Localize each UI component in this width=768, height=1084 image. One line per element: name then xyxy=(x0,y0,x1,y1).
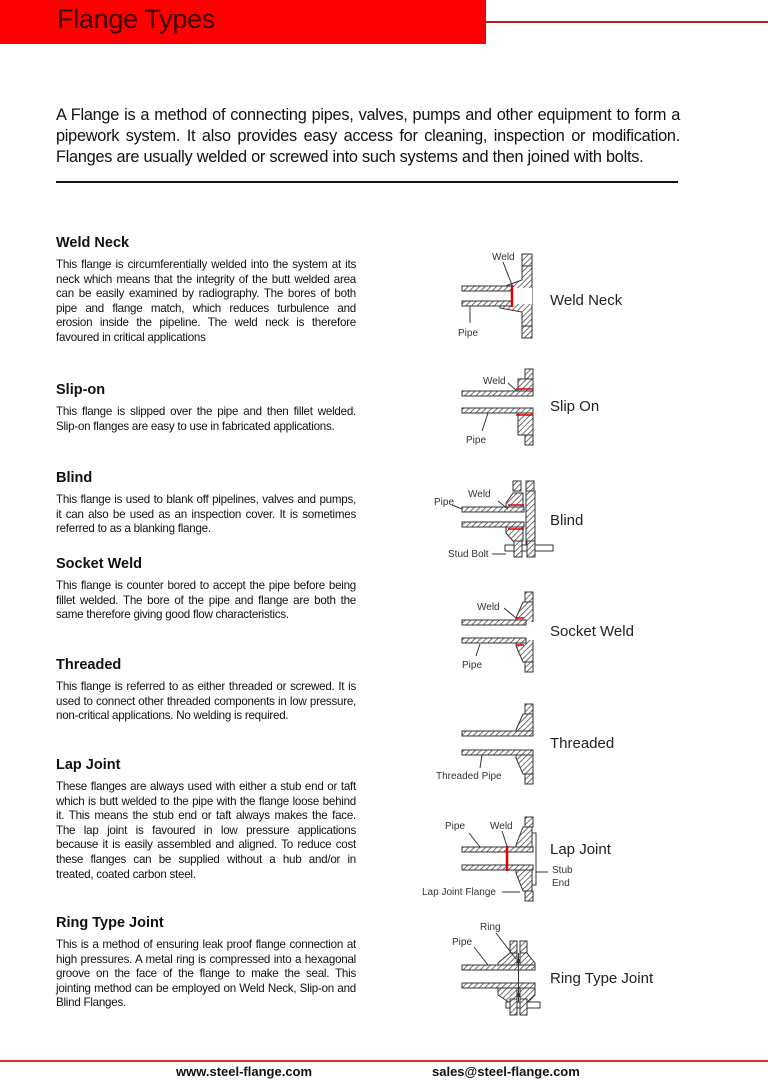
section-title: Ring Type Joint xyxy=(56,915,164,931)
section-socket-weld xyxy=(56,555,356,656)
flange-descriptions xyxy=(56,234,356,1011)
lap-joint-flange-icon xyxy=(410,815,660,905)
svg-text:Weld: Weld xyxy=(483,376,506,387)
svg-text:Pipe: Pipe xyxy=(458,328,479,339)
svg-text:Pipe: Pipe xyxy=(434,497,455,508)
section-title: Lap Joint xyxy=(56,757,121,773)
threaded-flange-icon xyxy=(410,702,660,787)
section-body: This flange is slipped over the pipe and then fillet welded. Slip-on flanges are easy to use in fabricated applications. xyxy=(56,405,356,433)
svg-text:Stub: Stub xyxy=(552,865,573,876)
svg-text:Pipe: Pipe xyxy=(462,660,483,671)
slip-on-flange-icon xyxy=(410,365,660,450)
footer-rule xyxy=(0,1060,768,1062)
svg-text:Weld: Weld xyxy=(468,489,491,500)
svg-text:Pipe: Pipe xyxy=(445,821,466,832)
intro-paragraph: A Flange is a method of connecting pipes, valves, pumps and other equipment to form a pipework system. It also provides easy access for cleaning, inspection or modification. Flanges are usually welded or screwed into such systems and then joined with bolts. xyxy=(56,106,680,166)
section-body: These flanges are always used with either a stub end or taft which is butt welded to the pipe with the flange loose behind it. This means the stub end or taft always makes the face. The lap joint is favoured in low pressure applications because it is easily assembled and aligned. To reduce cost these flanges can be supplied without a hub and/or in treated, coated carbon steel. xyxy=(56,780,356,881)
section-blind xyxy=(56,469,356,555)
diagram-slip-on xyxy=(410,365,660,450)
page-title: Flange Types xyxy=(57,4,216,34)
section-lap-joint xyxy=(56,756,356,914)
diagram-threaded xyxy=(410,702,660,787)
svg-text:Threaded Pipe: Threaded Pipe xyxy=(436,771,502,782)
section-body: This flange is counter bored to accept the pipe before being fillet welded. The bore of the pipe and flange are both the same therefore giving good flow characteristics. xyxy=(56,579,356,622)
svg-text:Blind: Blind xyxy=(550,512,584,529)
section-body: This flange is circumferentially welded into the system at its neck which means that the integrity of the butt welded area can be easily examined by radiography. The bores of both pipe and flange match, which reduces turbulence and erosion inside the pipeline. The weld neck is therefore favoured in critical applications xyxy=(56,258,356,344)
svg-text:Weld: Weld xyxy=(477,602,500,613)
svg-text:Threaded: Threaded xyxy=(550,735,615,752)
svg-text:Weld: Weld xyxy=(490,821,513,832)
svg-text:Stud Bolt: Stud Bolt xyxy=(448,549,489,560)
ring-type-joint-flange-icon xyxy=(410,915,660,1020)
diagram-ring-type-joint xyxy=(410,915,660,1020)
section-weld-neck xyxy=(56,234,356,381)
svg-text:Slip On: Slip On xyxy=(550,398,600,415)
diagram-socket-weld xyxy=(410,590,660,675)
svg-text:Lap Joint Flange: Lap Joint Flange xyxy=(422,887,496,898)
header-rule xyxy=(486,21,768,23)
footer-website-link[interactable]: www.steel-flange.com xyxy=(176,1064,313,1079)
blind-flange-icon xyxy=(410,475,660,565)
section-title: Weld Neck xyxy=(56,235,130,251)
diagram-weld-neck xyxy=(410,248,660,343)
socket-weld-flange-icon xyxy=(410,590,660,675)
section-body: This flange is used to blank off pipelines, valves and pumps, it can also be used as an inspection cover. It is sometimes referred to as a blanking flange. xyxy=(56,493,356,536)
diagram-blind xyxy=(410,475,660,565)
weld-neck-flange-icon xyxy=(410,248,660,343)
section-threaded xyxy=(56,656,356,756)
svg-text:End: End xyxy=(552,878,570,889)
svg-text:Weld Neck: Weld Neck xyxy=(550,292,623,309)
svg-text:Ring: Ring xyxy=(480,922,501,933)
diagram-lap-joint xyxy=(410,815,660,905)
section-title: Threaded xyxy=(56,657,122,673)
section-title: Socket Weld xyxy=(56,556,142,572)
section-ring-type-joint xyxy=(56,914,356,1011)
section-title: Blind xyxy=(56,470,93,486)
section-title: Slip-on xyxy=(56,382,106,398)
section-body: This is a method of ensuring leak proof flange connection at high pressures. A metal ring is compressed into a hexagonal groove on the face of the flange to make the seal. This jointing method can be employed on Weld Neck, Slip-on and Blind Flanges. xyxy=(56,938,356,1010)
svg-text:Socket Weld: Socket Weld xyxy=(550,623,634,640)
svg-text:Pipe: Pipe xyxy=(452,937,473,948)
section-slip-on xyxy=(56,381,356,469)
svg-text:Lap Joint: Lap Joint xyxy=(550,841,611,858)
section-body: This flange is referred to as either threaded or screwed. It is used to connect other threaded components in low pressure, non-critical applications. No welding is required. xyxy=(56,680,356,723)
intro-divider xyxy=(56,181,678,183)
svg-text:Weld: Weld xyxy=(492,252,515,263)
svg-text:Ring Type Joint: Ring Type Joint xyxy=(550,970,654,987)
svg-text:Pipe: Pipe xyxy=(466,435,487,446)
footer-email-link[interactable]: sales@steel-flange.com xyxy=(432,1064,580,1079)
